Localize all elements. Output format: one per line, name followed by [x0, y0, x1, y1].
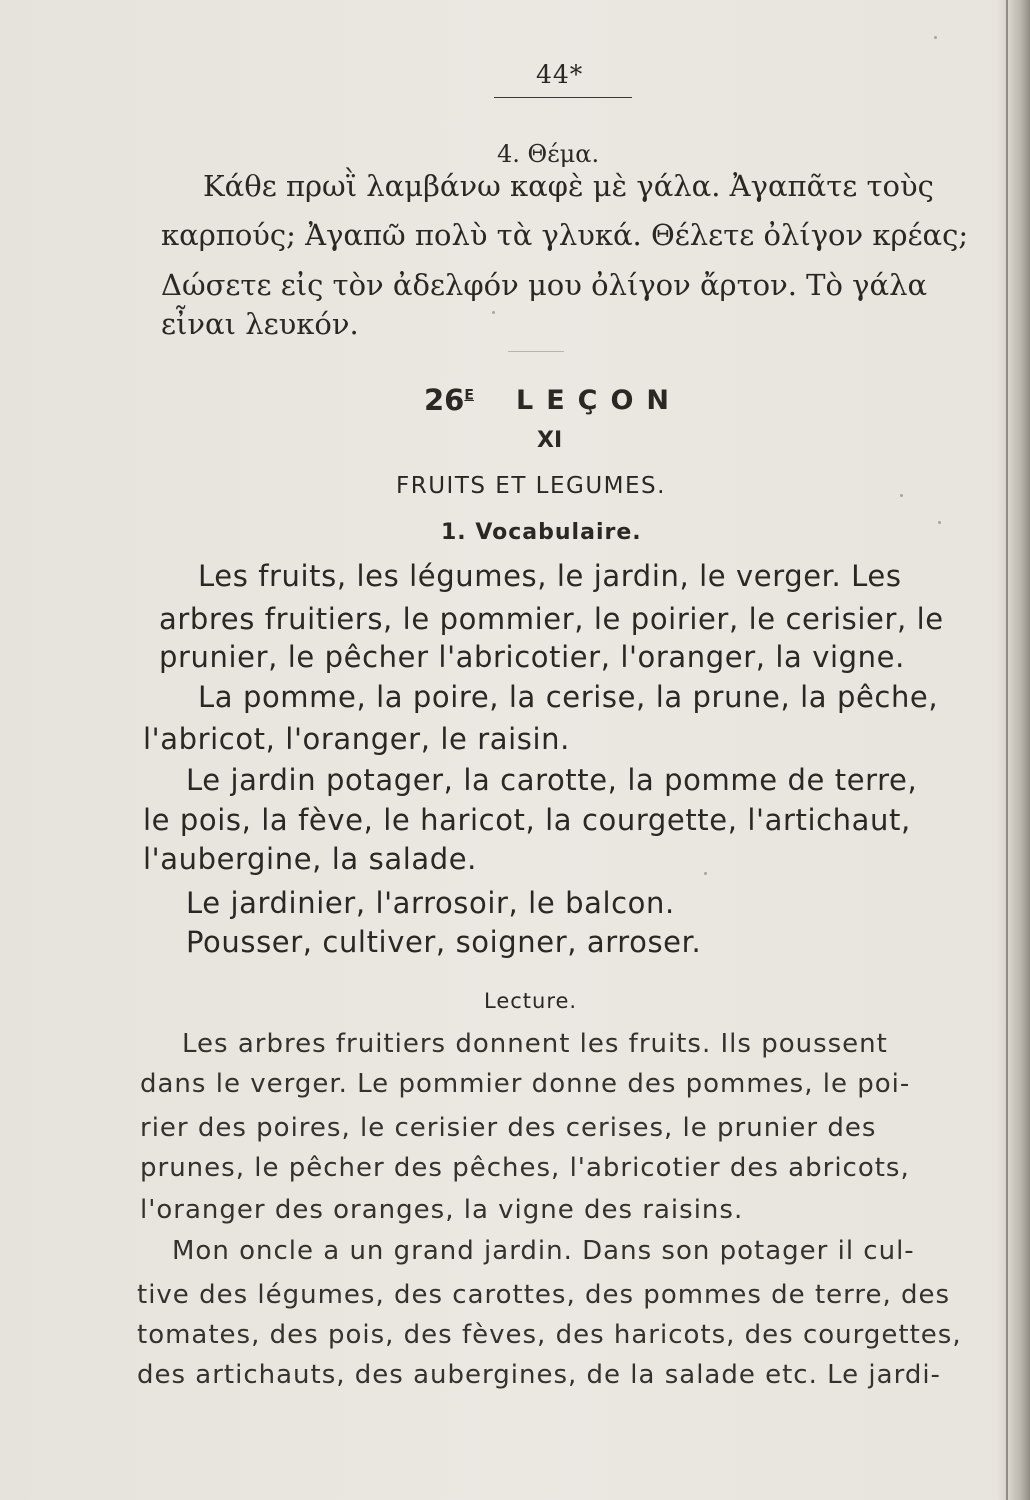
- lesson-roman-numeral: XI: [537, 428, 563, 453]
- vocabulary-line: Le jardin potager, la carotte, la pomme de terre,: [186, 763, 918, 797]
- theme-line: εἶναι λευκόν.: [161, 307, 359, 341]
- vocabulary-heading: 1. Vocabulaire.: [441, 520, 642, 545]
- header-rule: [494, 97, 632, 98]
- reading-line: tive des légumes, des carottes, des pommes de terre, des: [137, 1280, 951, 1310]
- theme-line: Κάθε πρωῒ λαμβάνω καφὲ μὲ γάλα. Ἀγαπᾶτε τοὺς: [203, 169, 934, 203]
- reading-line: prunes, le pêcher des pêches, l'abricotier des abricots,: [140, 1153, 910, 1183]
- vocabulary-line: le pois, la fève, le haricot, la courgette, l'artichaut,: [143, 803, 911, 837]
- lesson-subtitle: FRUITS ET LEGUMES.: [396, 473, 666, 499]
- reading-heading: Lecture.: [484, 989, 578, 1013]
- paper-speck: [492, 311, 495, 314]
- theme-line: Δώσετε εἰς τὸν ἀδελφόν μου ὀλίγον ἄρτον. Τὸ γάλα: [161, 268, 928, 302]
- vocabulary-line: Le jardinier, l'arrosoir, le balcon.: [186, 886, 675, 920]
- paper-speck: [934, 36, 937, 39]
- reading-line: des artichauts, des aubergines, de la salade etc. Le jardi-: [137, 1360, 941, 1390]
- page-number: 44*: [536, 60, 584, 89]
- paper-speck: [900, 494, 903, 497]
- vocabulary-line: l'abricot, l'oranger, le raisin.: [143, 722, 570, 756]
- reading-line: dans le verger. Le pommier donne des pommes, le poi-: [140, 1069, 911, 1099]
- binding-line: [1006, 0, 1008, 1500]
- vocabulary-line: arbres fruitiers, le pommier, le poirier, le cerisier, le: [159, 602, 944, 636]
- theme-heading: 4. Θέμα.: [497, 140, 600, 168]
- reading-line: l'oranger des oranges, la vigne des raisins.: [140, 1195, 744, 1225]
- reading-line: rier des poires, le cerisier des cerises, le prunier des: [140, 1113, 877, 1143]
- vocabulary-line: l'aubergine, la salade.: [143, 842, 477, 876]
- lesson-title: LEÇON: [516, 385, 683, 416]
- reading-line: Mon oncle a un grand jardin. Dans son potager il cul-: [172, 1236, 915, 1266]
- vocabulary-line: La pomme, la poire, la cerise, la prune, la pêche,: [198, 680, 939, 714]
- reading-line: tomates, des pois, des fèves, des haricots, des courgettes,: [137, 1320, 962, 1350]
- reading-line: Les arbres fruitiers donnent les fruits. Ils poussent: [182, 1029, 888, 1059]
- theme-line: καρπούς; Ἀγαπῶ πολὺ τὰ γλυκά. Θέλετε ὀλίγον κρέας;: [161, 218, 969, 252]
- page-edge-shadow: [996, 0, 1030, 1500]
- paper-speck: [704, 872, 707, 875]
- paper-speck: [938, 521, 941, 524]
- vocabulary-line: Pousser, cultiver, soigner, arroser.: [186, 925, 702, 959]
- lesson-number: $26^E$: [424, 383, 474, 417]
- vocabulary-line: prunier, le pêcher l'abricotier, l'oranger, la vigne.: [159, 640, 905, 674]
- vocabulary-line: Les fruits, les légumes, le jardin, le verger. Les: [198, 559, 902, 593]
- section-divider: [508, 351, 564, 352]
